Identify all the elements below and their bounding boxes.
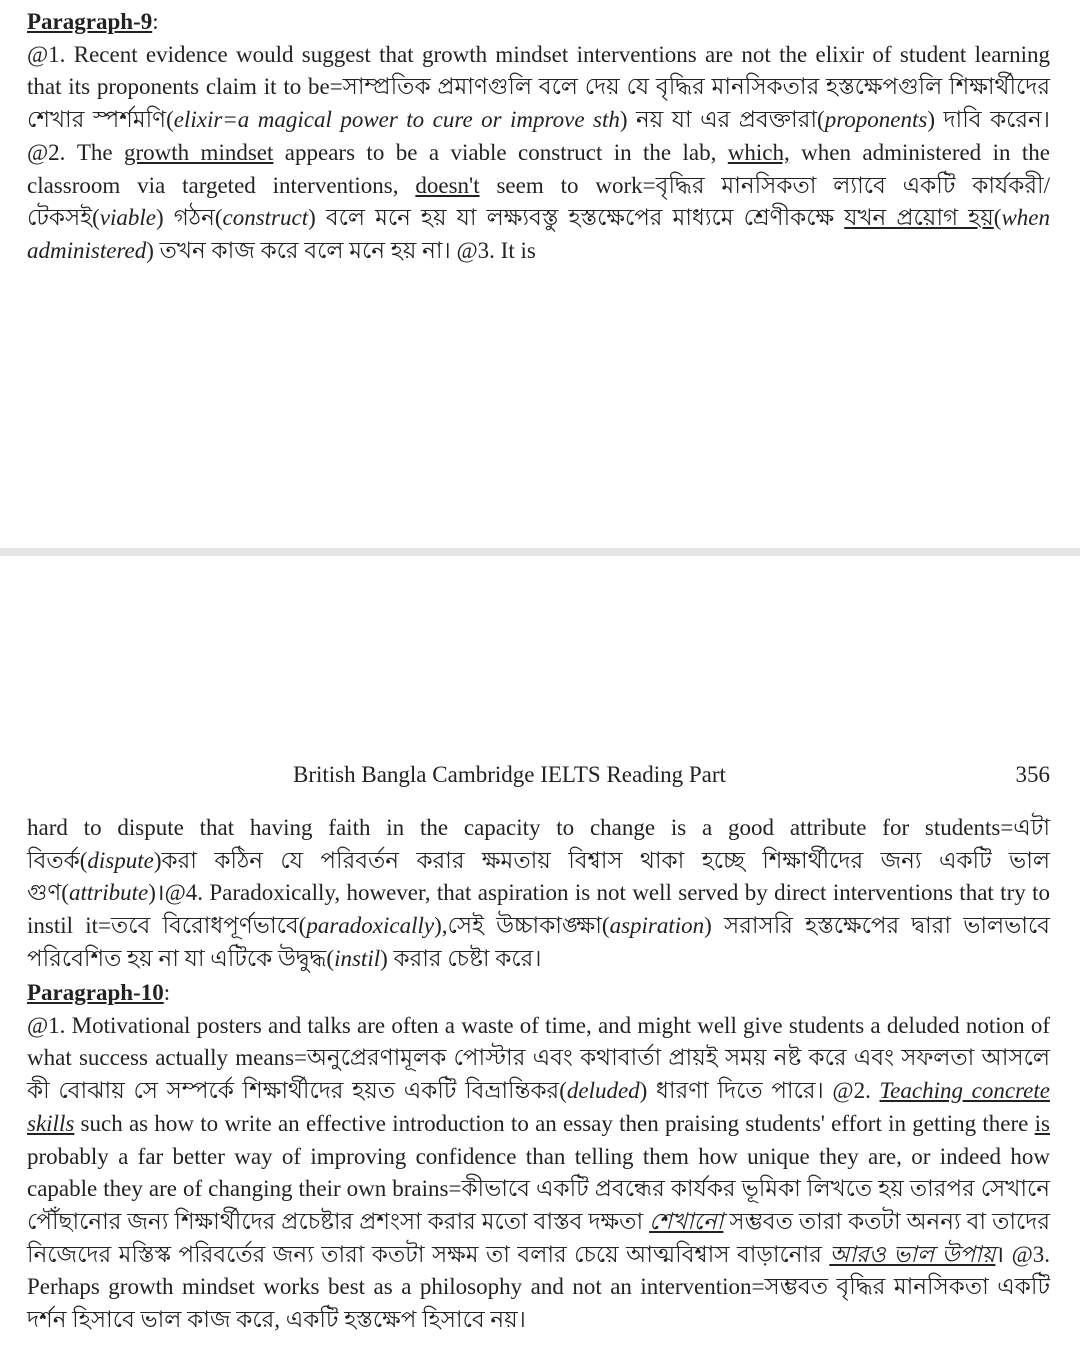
- running-head-title: British Bangla Cambridge IELTS Reading Part: [293, 762, 726, 787]
- italic-gloss: paradoxically: [306, 913, 435, 939]
- underlined-phrase: which,: [727, 139, 790, 165]
- text: ) ধারণা দিতে পারে। @2.: [639, 1078, 880, 1104]
- heading-colon: :: [152, 9, 159, 34]
- text: ) দাবি করেন। @2. The: [27, 107, 1051, 165]
- text: ) সরাসরি হস্তক্ষেপের দ্বারা ভালভাবে পরিবেশিত হয় না যা এটিকে উদ্বুদ্ধ(: [27, 913, 1050, 971]
- text: @1. Recent evidence would suggest that growth mindset interventions are not the elixir of student learning that its proponents claim it to be=সাম্প্রতিক প্রমাণগুলি বলে দেয় যে বৃদ্ধির মানসিকতার হস্তক্ষেপগুলি শিক্ষার্থীদের শেখার স্পর্শমণি(: [27, 41, 1050, 133]
- italic-gloss: viable: [99, 205, 156, 231]
- text: )।@4. Paradoxically, however, that aspiration is not well served by direct interventions that try to instil it=তবে বিরোধপূর্ণভাবে(: [27, 880, 1050, 939]
- text: ) নয় যা এর প্রবক্তারা(: [619, 107, 825, 133]
- underlined-phrase: যখন প্রয়োগ হয়: [844, 205, 994, 231]
- italic-gloss: proponents: [824, 107, 928, 133]
- italic-gloss: dispute: [87, 847, 154, 873]
- text: ) তখন কাজ করে বলে মনে হয় না। @3. It is: [146, 237, 536, 263]
- text: ) বলে মনে হয় যা লক্ষ্যবস্তু হস্তক্ষেপের মাধ্যমে শ্রেণীকক্ষে: [308, 205, 845, 231]
- text: (: [993, 205, 1002, 231]
- text: । @3. Perhaps growth mindset works best as a philosophy and not an intervention=সম্ভবত বৃদ্ধির মানসিকতা একটি দর্শন হিসাবে ভাল কাজ করে, একটি হস্তক্ষেপ হিসাবে নয়।: [27, 1241, 1050, 1333]
- italic-gloss: when administered: [27, 205, 1051, 263]
- text: )করা কঠিন যে পরিবর্তন করার ক্ষমতায় বিশ্বাস থাকা হচ্ছে শিক্ষার্থীদের জন্য একটি ভাল গুণ(: [27, 847, 1050, 906]
- underlined-italic-phrase: Teaching concrete skills: [27, 1078, 1050, 1136]
- underlined-phrase: growth mindset: [124, 139, 274, 165]
- italic-gloss: attribute: [68, 880, 149, 906]
- text: such as how to write an effective introduction to an essay then praising students' effort in getting there: [74, 1110, 1035, 1136]
- text: appears to be a viable construct in the lab,: [273, 139, 728, 165]
- paragraph-10: [27, 977, 1050, 1337]
- text: seem to work=বৃদ্ধির মানসিকতা ল্যাবে একটি কার্যকরী/টেকসই(: [27, 172, 1050, 231]
- page-number: 356: [1015, 762, 1050, 787]
- page-divider: [0, 548, 1080, 556]
- underlined-italic-phrase: শেখানো: [649, 1208, 724, 1234]
- italic-gloss: deluded: [566, 1078, 640, 1104]
- paragraph-9-heading: Paragraph-9: [27, 9, 153, 34]
- text: probably a far better way of improving confidence than telling them how unique they are, or indeed how capable they are of changing their own brains=কীভাবে একটি প্রবন্ধের কার্যকর ভূমিকা লিখতে হয় তারপর সেখানে পৌঁছানোর জন্য শিক্ষার্থীদের প্রচেষ্টার প্রশংসা করার মতো বাস্তব দক্ষতা: [27, 1143, 1050, 1234]
- italic-gloss: aspiration: [609, 913, 705, 939]
- page-355-fragment: [0, 0, 1080, 548]
- text: @1. Motivational posters and talks are often a waste of time, and might well give students a deluded notion of what success actually means=অনুপ্রেরণামূলক পোস্টার এবং কথাবার্তা প্রায়ই সময় নষ্ট করে এবং সফলতা আসলে কী বোঝায় সে সম্পর্কে শিক্ষার্থীদের হয়ত একটি বিভ্রান্তিকর(: [27, 1012, 1050, 1104]
- text: hard to dispute that having faith in the capacity to change is a good attribute for students=এটা বিতর্ক(: [27, 815, 1050, 873]
- text: ) করার চেষ্টা করে।: [380, 945, 542, 971]
- heading-colon: :: [163, 980, 171, 1005]
- text: when administered in the classroom via targeted interventions,: [27, 139, 1050, 198]
- paragraph-9-continuation: [27, 812, 1050, 976]
- underlined-phrase: doesn't: [415, 172, 480, 198]
- underlined-phrase: is: [1034, 1110, 1050, 1136]
- paragraph-10-heading: Paragraph-10: [27, 980, 164, 1005]
- page-356: [0, 556, 1080, 1363]
- paragraph-9: [27, 6, 1050, 268]
- text: সম্ভবত তারা কতটা অনন্য বা তাদের নিজেদের মস্তিস্ক পরিবর্তের জন্য তারা কতটা সক্ষম তা বলার চেয়ে আত্মবিশ্বাস বাড়ানোর: [27, 1208, 1050, 1267]
- text: ),সেই উচ্চাকাঙ্ক্ষা(: [434, 913, 610, 939]
- italic-gloss: instil: [334, 945, 381, 971]
- underlined-italic-phrase: আরও ভাল উপায়: [829, 1241, 996, 1267]
- italic-gloss: construct: [222, 205, 309, 231]
- text: ) গঠন(: [155, 205, 223, 231]
- italic-gloss: elixir=a magical power to cure or improve sth: [173, 107, 620, 133]
